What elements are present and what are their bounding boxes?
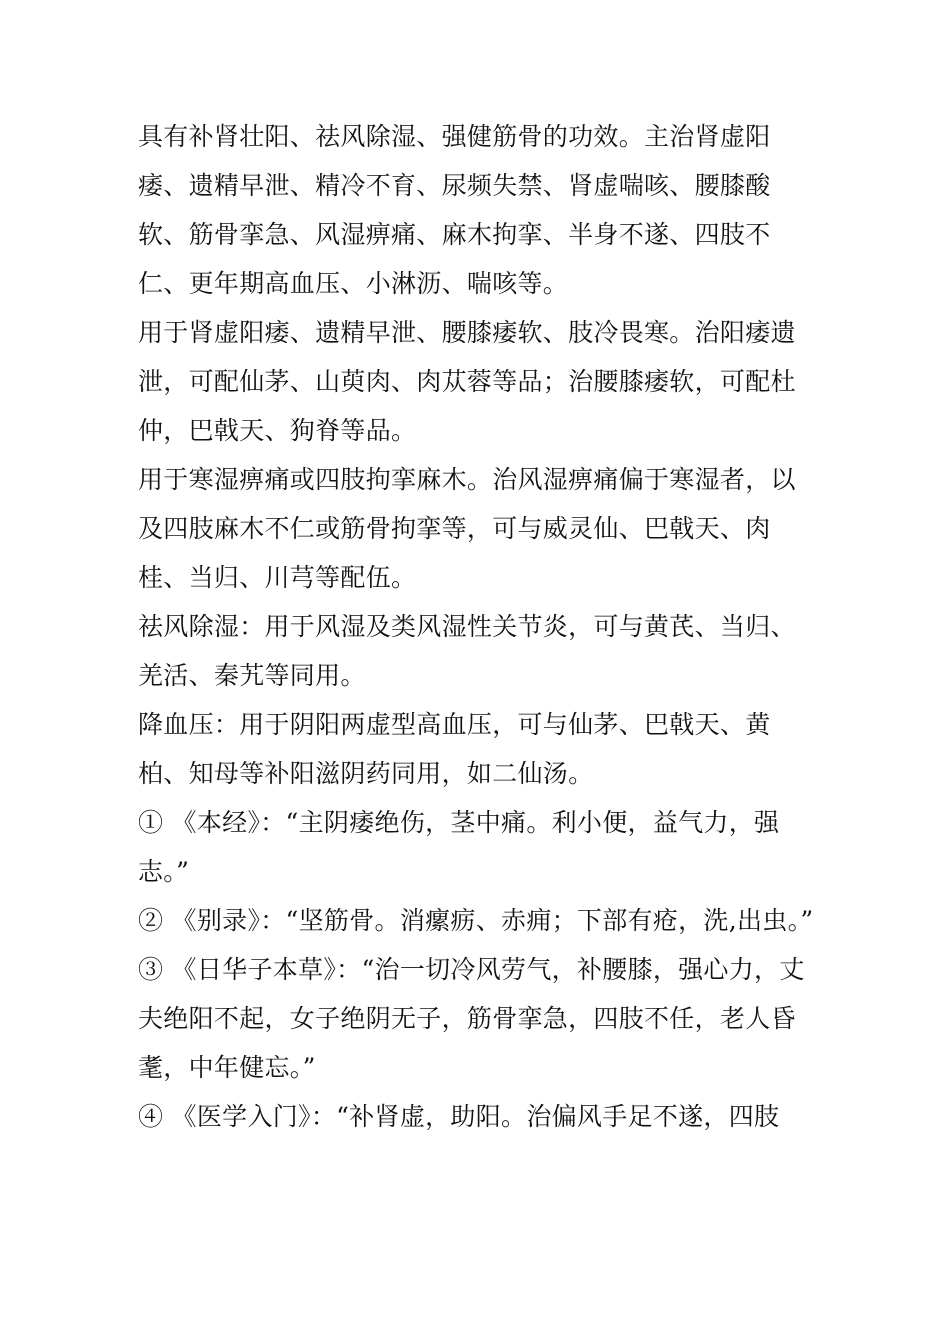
paragraph-kidney-deficiency: 用于肾虚阳痿、遗精早泄、腰膝痿软、肢冷畏寒。治阳痿遗泄，可配仙茅、山萸肉、肉苁蓉等品；治腰膝痿软，可配杜仲，巴戟天、狗脊等品。 [138,318,796,445]
paragraph-efficacy: 具有补肾壮阳、祛风除湿、强健筋骨的功效。主治肾虚阳痿、遗精早泄、精冷不育、尿频失禁、肾虚喘咳、腰膝酸软、筋骨挛急、风湿痹痛、麻木拘挛、半身不遂、四肢不仁、更年期高血压、小淋沥、喘咳等。 [138,122,771,298]
paragraph-dispel-wind-damp: 祛风除湿：用于风湿及类风湿性关节炎，可与黄芪、当归、羌活、秦艽等同用。 [138,612,796,690]
citation-benjing: ① 《本经》：“主阴痿绝伤，茎中痛。利小便，益气力，强志。” [138,808,780,886]
citation-rihuazi-bencao: ③ 《日华子本草》：“治一切冷风劳气，补腰膝，强心力，丈夫绝阳不起，女子绝阴无子，筋骨挛急，四肢不任，老人昏耄，中年健忘。” [138,955,805,1082]
citation-yixue-rumen: ④ 《医学入门》：“补肾虚，助阳。治偏风手足不遂，四肢 [138,1102,780,1131]
document-body [138,112,818,1141]
paragraph-lower-blood-pressure: 降血压：用于阴阳两虚型高血压，可与仙茅、巴戟天、黄柏、知母等补阳滋阴药同用，如二仙汤。 [138,710,771,788]
paragraph-cold-damp-bi: 用于寒湿痹痛或四肢拘挛麻木。治风湿痹痛偏于寒湿者，以及四肢麻木不仁或筋骨拘挛等，可与威灵仙、巴戟天、肉桂、当归、川芎等配伍。 [138,465,796,592]
citation-bielu: ② 《别录》：“坚筋骨。消瘰疬、赤痈；下部有疮，洗,出虫。” [138,906,814,935]
